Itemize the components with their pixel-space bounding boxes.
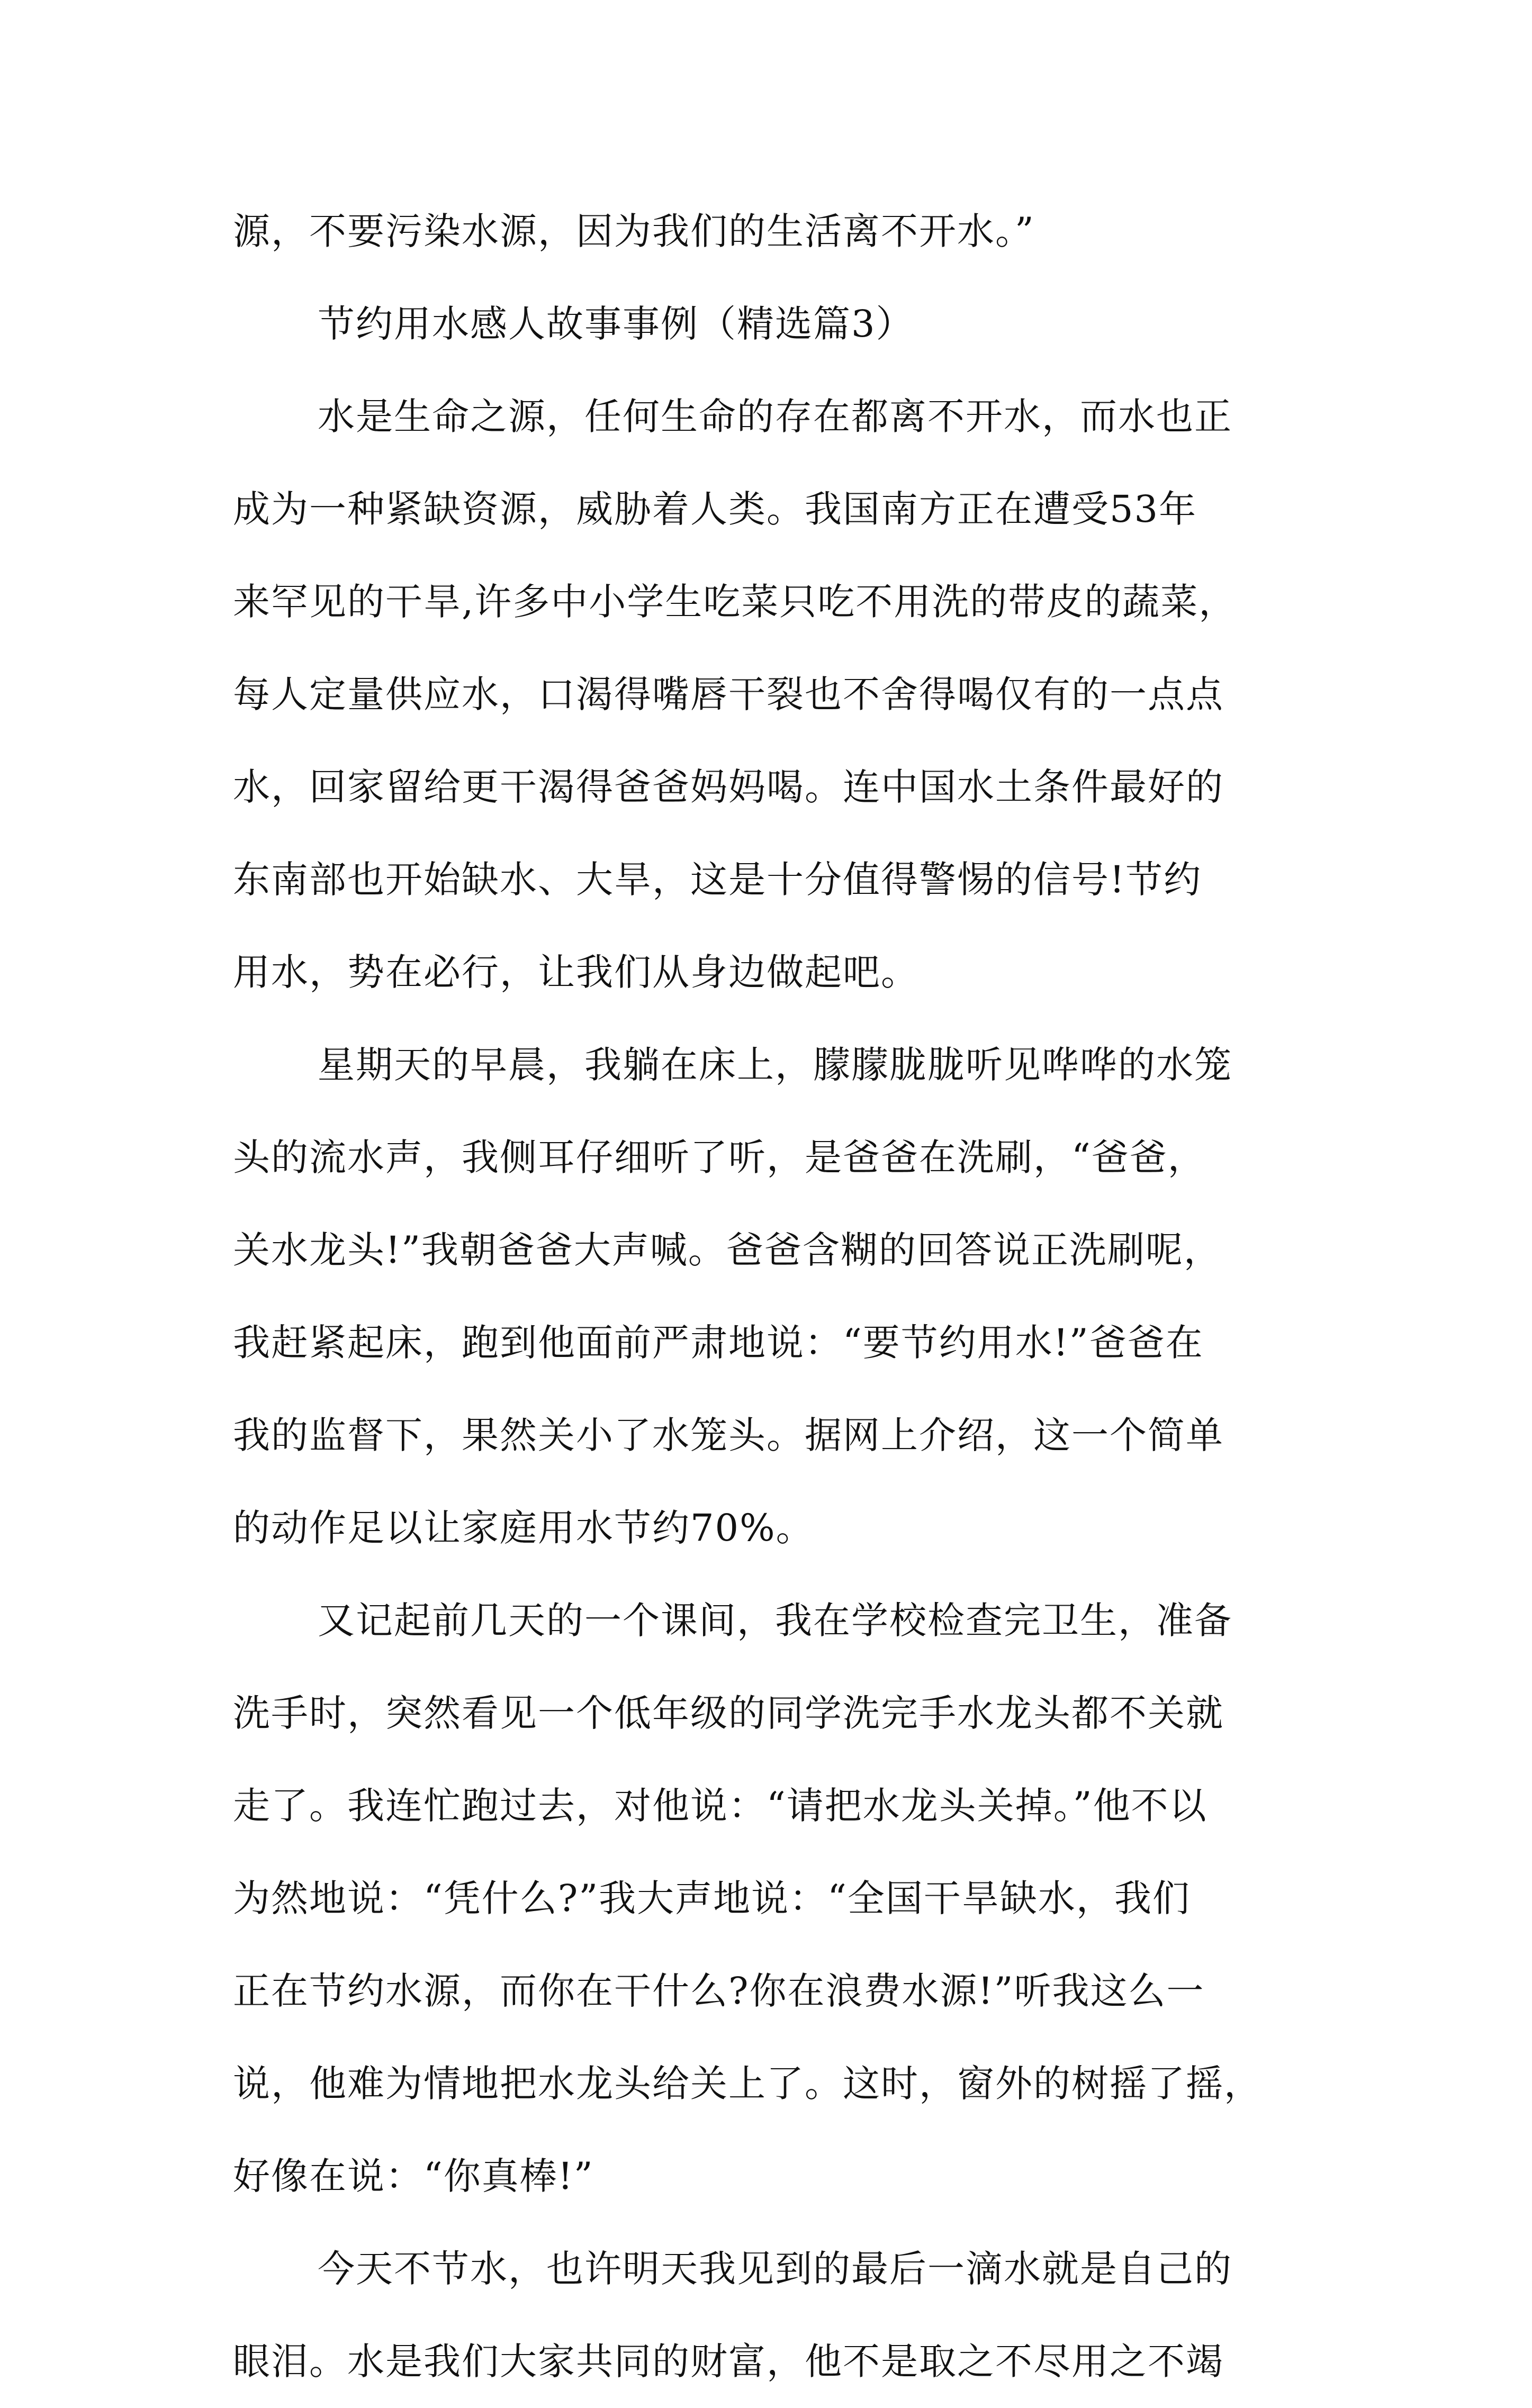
section-heading: 节约用水感人故事事例（精选篇3） [318, 302, 914, 346]
text-line: 来罕见的干旱,许多中小学生吃菜只吃不用洗的带皮的蔬菜， [233, 580, 1237, 623]
text-line: 又记起前几天的一个课间，我在学校检查完卫生，准备 [318, 1599, 1232, 1642]
text-line: 正在节约水源，而你在干什么?你在浪费水源!”听我这么一 [233, 1969, 1205, 2013]
text-line: 走了。我连忙跑过去，对他说：“请把水龙头关掉。”他不以 [233, 1784, 1207, 1827]
text-line: 眼泪。水是我们大家共同的财富，他不是取之不尽用之不竭 [233, 2340, 1224, 2383]
document-body [233, 185, 1308, 2408]
text-line: 我的监督下，果然关小了水笼头。据网上介绍，这一个简单 [233, 1414, 1224, 1457]
text-line: 关水龙头!”我朝爸爸大声喊。爸爸含糊的回答说正洗刷呢， [233, 1228, 1222, 1272]
text-line: 用水，势在必行，让我们从身边做起吧。 [233, 950, 919, 994]
text-line: 的动作足以让家庭用水节约70%。 [233, 1506, 814, 1550]
text-line: 源，不要污染水源，因为我们的生活离不开水。” [233, 210, 1035, 253]
text-line: 好像在说：“你真棒!” [233, 2154, 594, 2198]
text-line: 说，他难为情地把水龙头给关上了。这时，窗外的树摇了摇， [233, 2062, 1262, 2105]
text-line: 我赶紧起床，跑到他面前严肃地说：“要节约用水!”爸爸在 [233, 1321, 1204, 1364]
text-line: 水是生命之源，任何生命的存在都离不开水，而水也正 [318, 395, 1232, 438]
text-line: 星期天的早晨，我躺在床上，朦朦胧胧听见哗哗的水笼 [318, 1043, 1232, 1087]
text-line: 今天不节水，也许明天我见到的最后一滴水就是自己的 [318, 2247, 1232, 2291]
text-line: 成为一种紧缺资源，威胁着人类。我国南方正在遭受53年 [233, 487, 1197, 531]
text-line: 头的流水声，我侧耳仔细听了听，是爸爸在洗刷，“爸爸， [233, 1136, 1206, 1179]
text-line: 水，回家留给更干渴得爸爸妈妈喝。连中国水土条件最好的 [233, 765, 1224, 809]
text-line: 洗手时，突然看见一个低年级的同学洗完手水龙头都不关就 [233, 1691, 1224, 1735]
text-line: 每人定量供应水，口渴得嘴唇干裂也不舍得喝仅有的一点点 [233, 673, 1224, 716]
text-line: 东南部也开始缺水、大旱，这是十分值得警惕的信号!节约 [233, 858, 1202, 901]
text-line: 为然地说：“凭什么?”我大声地说：“全国干旱缺水，我们 [233, 1877, 1191, 1920]
